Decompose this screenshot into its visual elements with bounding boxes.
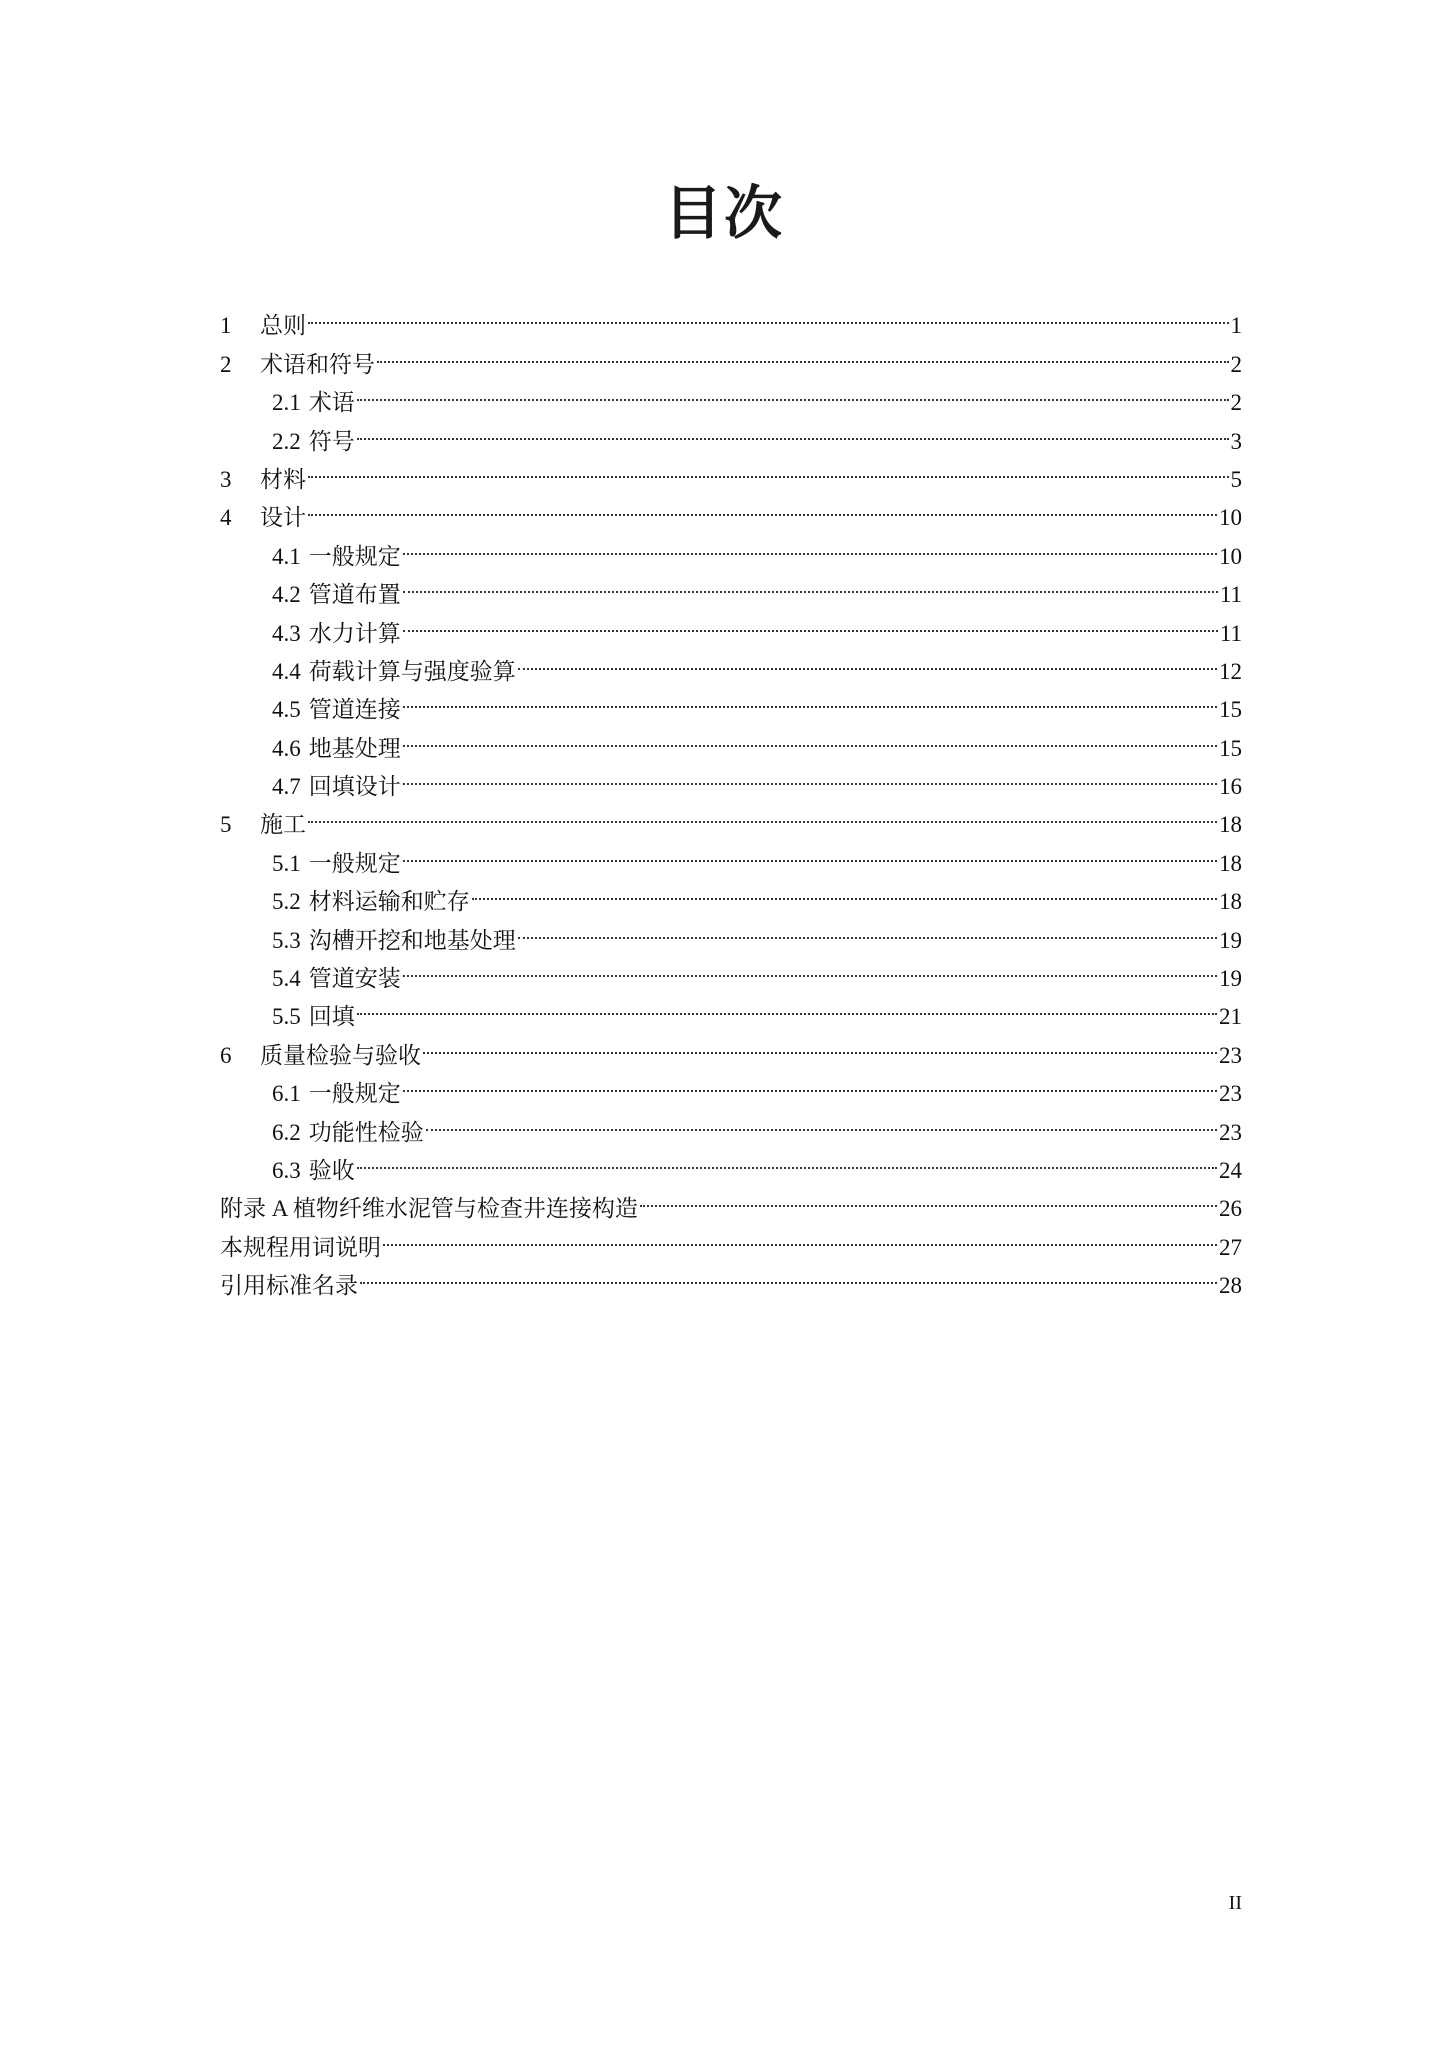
toc-dot-leader: [403, 602, 1218, 640]
toc-entry-page: 18: [1219, 850, 1242, 876]
toc-entry-label: 本规程用词说明: [220, 1234, 381, 1260]
toc-entry-label: 术语: [308, 390, 355, 416]
toc-entry-number: 4.4: [272, 658, 301, 684]
toc-dot-leader: [403, 679, 1217, 717]
toc-entry[interactable]: [220, 449, 1242, 492]
toc-entry-page: 2: [1230, 351, 1242, 377]
toc-dot-leader: [308, 295, 1229, 333]
toc-entry[interactable]: [220, 410, 1242, 454]
toc-dot-leader: [357, 1140, 1217, 1178]
toc-entry-page: 12: [1219, 658, 1242, 684]
toc-dot-leader: [640, 1178, 1217, 1216]
toc-entry-label: 一般规定: [308, 1081, 401, 1107]
toc-entry-page: 18: [1219, 889, 1242, 915]
toc-entry-number: 6.1: [272, 1081, 301, 1107]
toc-entry-page: 23: [1219, 1042, 1242, 1068]
toc-entry-label: 符号: [308, 428, 355, 454]
toc-dot-leader: [383, 1216, 1217, 1254]
toc-entry-label: 一般规定: [308, 850, 401, 876]
toc-entry-label: 设计: [260, 505, 306, 531]
toc-dot-leader: [403, 832, 1217, 870]
toc-entry-page: 2: [1230, 390, 1242, 416]
toc-entry-page: 28: [1219, 1273, 1242, 1299]
toc-entry-number: 2.2: [272, 428, 301, 454]
toc-entry[interactable]: [220, 487, 1242, 531]
toc-dot-leader: [357, 372, 1229, 410]
toc-dot-leader: [357, 410, 1229, 448]
toc-entry-page: 3: [1230, 428, 1242, 454]
toc-entry-label: 功能性检验: [308, 1119, 424, 1145]
toc-entry-number: 3: [220, 466, 232, 492]
toc-entry-page: 24: [1219, 1157, 1242, 1183]
toc-entry-label: 材料: [260, 466, 306, 492]
toc-entry-label: 管道布置: [308, 582, 401, 608]
toc-entry-label: 地基处理: [308, 735, 401, 761]
toc-entry-page: 5: [1230, 466, 1242, 492]
toc-dot-leader: [377, 333, 1229, 371]
toc-entry-page: 27: [1219, 1234, 1242, 1260]
toc-dot-leader: [403, 1063, 1217, 1101]
toc-entry-number: 6.2: [272, 1119, 301, 1145]
toc-entry-number: 5: [220, 812, 232, 838]
toc-entry-label: 荷载计算与强度验算: [308, 658, 516, 684]
toc-entry-number: 4.7: [272, 774, 301, 800]
toc-dot-leader: [403, 717, 1217, 755]
toc-dot-leader: [403, 756, 1217, 794]
toc-dot-leader: [518, 641, 1217, 679]
toc-entry-number: 4.1: [272, 543, 301, 569]
toc-entry-page: 18: [1219, 812, 1242, 838]
toc-entry[interactable]: [220, 1024, 1242, 1068]
toc-entry-label: 总则: [260, 313, 306, 339]
toc-dot-leader: [308, 794, 1217, 832]
toc-entry-page: 15: [1219, 735, 1242, 761]
toc-entry-label: 验收: [308, 1157, 355, 1183]
toc-dot-leader: [518, 909, 1217, 947]
toc-entry[interactable]: [220, 1140, 1242, 1183]
toc-dot-leader: [403, 948, 1217, 986]
toc-entry-label: 一般规定: [308, 543, 401, 569]
toc-entry-label: 施工: [260, 812, 306, 838]
toc-dot-leader: [360, 1255, 1217, 1293]
table-of-contents: [220, 295, 1242, 1299]
toc-entry-page: 16: [1219, 774, 1242, 800]
toc-entry-page: 1: [1230, 313, 1242, 339]
toc-dot-leader: [308, 487, 1217, 525]
toc-entry-label: 回填设计: [308, 774, 401, 800]
toc-entry-number: 6: [220, 1042, 232, 1068]
page-title: 目次: [663, 179, 784, 247]
toc-dot-leader: [423, 1024, 1217, 1062]
toc-entry-page: 10: [1219, 505, 1242, 531]
toc-entry-number: 4.5: [272, 697, 301, 723]
toc-entry[interactable]: [220, 986, 1242, 1030]
toc-dot-leader: [357, 986, 1217, 1024]
toc-entry-number: 6.3: [272, 1157, 301, 1183]
toc-entry-number: 4: [220, 505, 232, 531]
toc-entry-label: 沟槽开挖和地基处理: [308, 927, 516, 953]
toc-entry[interactable]: [220, 1178, 1242, 1222]
toc-entry-page: 10: [1219, 543, 1242, 569]
page-number: II: [1228, 1892, 1242, 1914]
toc-dot-leader: [403, 525, 1217, 563]
toc-entry-number: 2: [220, 351, 232, 377]
toc-entry-number: 5.1: [272, 850, 301, 876]
toc-entry-label: 管道连接: [308, 697, 401, 723]
toc-dot-leader: [472, 871, 1217, 909]
toc-entry-number: 1: [220, 313, 232, 339]
toc-entry-label: 附录 A 植物纤维水泥管与检查井连接构造: [220, 1196, 638, 1222]
toc-entry-number: 5.3: [272, 927, 301, 953]
toc-dot-leader: [308, 449, 1229, 487]
toc-entry-page: 23: [1219, 1081, 1242, 1107]
toc-entry-page: 11: [1219, 582, 1242, 608]
toc-entry-label: 回填: [308, 1004, 355, 1030]
toc-entry-number: 4.2: [272, 582, 301, 608]
toc-entry-page: 23: [1219, 1119, 1242, 1145]
toc-entry-label: 质量检验与验收: [260, 1042, 421, 1068]
toc-entry-label: 引用标准名录: [220, 1273, 358, 1299]
toc-dot-leader: [403, 564, 1218, 602]
toc-entry-label: 术语和符号: [260, 351, 375, 377]
toc-entry[interactable]: [220, 372, 1242, 416]
toc-entry-number: 5.4: [272, 966, 301, 992]
toc-entry[interactable]: [220, 525, 1242, 569]
toc-entry-label: 材料运输和贮存: [308, 889, 470, 915]
toc-entry-page: 26: [1219, 1196, 1242, 1222]
toc-entry-number: 4.6: [272, 735, 301, 761]
toc-entry[interactable]: [220, 1255, 1242, 1299]
toc-entry[interactable]: [220, 832, 1242, 876]
toc-entry-page: 15: [1219, 697, 1242, 723]
toc-entry[interactable]: [220, 295, 1242, 339]
toc-entry-number: 5.5: [272, 1004, 301, 1030]
toc-entry-number: 5.2: [272, 889, 301, 915]
toc-entry-number: 4.3: [272, 620, 301, 646]
toc-entry-page: 19: [1219, 966, 1242, 992]
toc-dot-leader: [426, 1101, 1217, 1139]
toc-entry-label: 管道安装: [308, 966, 401, 992]
toc-entry-number: 2.1: [272, 390, 301, 416]
toc-entry-page: 19: [1219, 927, 1242, 953]
toc-entry[interactable]: [220, 333, 1242, 377]
toc-entry-page: 21: [1219, 1004, 1242, 1030]
toc-entry-page: 11: [1219, 620, 1242, 646]
toc-entry[interactable]: [220, 794, 1242, 838]
toc-entry-label: 水力计算: [308, 620, 401, 646]
